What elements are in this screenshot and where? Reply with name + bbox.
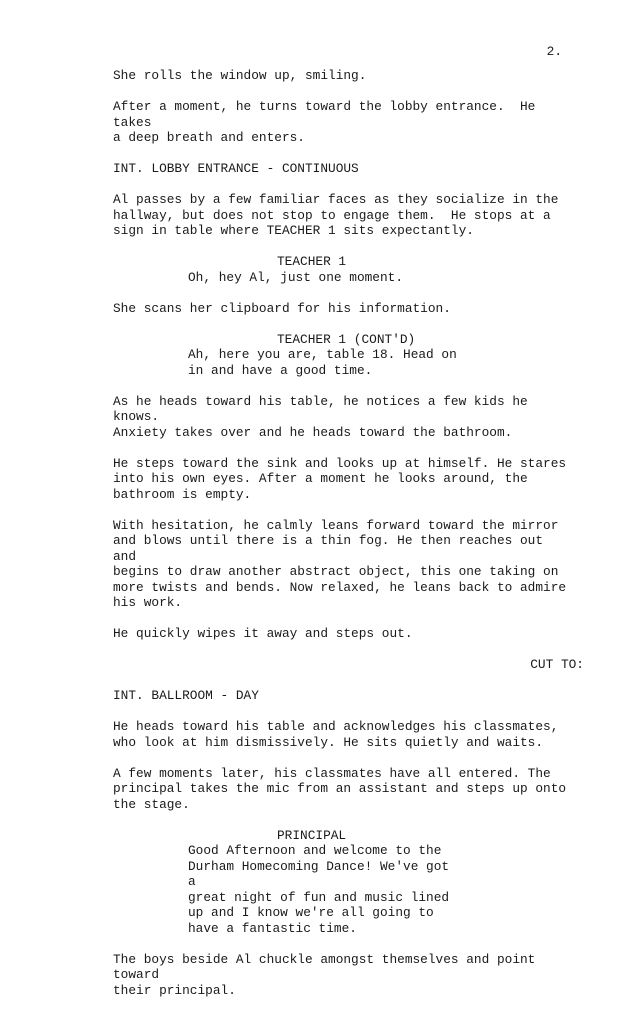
page-number: 2. <box>546 44 562 59</box>
action-line: She scans her clipboard for his information. <box>113 300 451 316</box>
action-line: He steps toward the sink and looks up at himself. He stares into his own eyes. After a moment he looks around, the bathroom is empty. <box>113 455 567 502</box>
action-line: The boys beside Al chuckle amongst themselves and point toward their principal. <box>113 951 536 998</box>
dialogue: Oh, hey Al, just one moment. <box>188 269 404 285</box>
action-line: A few moments later, his classmates have all entered. The principal takes the mic from an assistant and steps up onto the stage. <box>113 765 567 812</box>
screenplay-body <box>113 68 584 1014</box>
dialogue: Good Afternoon and welcome to the Durham Homecoming Dance! We've got a great night of fun and music lined up and I know we're all going to have a fantastic time. <box>188 843 450 936</box>
action-line: She rolls the window up, smiling. <box>113 68 367 83</box>
scene-heading: INT. BALLROOM - DAY <box>113 688 259 703</box>
dialogue: Ah, here you are, table 18. Head on in and have a good time. <box>188 347 457 378</box>
scene-heading: INT. LOBBY ENTRANCE - CONTINUOUS <box>113 161 359 176</box>
character-name: TEACHER 1 (CONT'D) <box>277 331 416 347</box>
action-line: As he heads toward his table, he notices a few kids he knows. Anxiety takes over and he heads toward the bathroom. <box>113 393 528 440</box>
action-line: With hesitation, he calmly leans forward toward the mirror and blows until there is a thin fog. He then reaches out and begins to draw another abstract object, this one taking on more twists and bends. Now relaxed, he leans back to admire his work. <box>113 517 567 610</box>
transition: CUT TO: <box>530 657 584 672</box>
action-line: He heads toward his table and acknowledges his classmates, who look at him dismissively. He sits quietly and waits. <box>113 719 559 750</box>
action-line: Al passes by a few familiar faces as they socialize in the hallway, but does not stop to engage them. He stops at a sign in table where TEACHER 1 sits expectantly. <box>113 192 559 238</box>
action-line: After a moment, he turns toward the lobby entrance. He takes a deep breath and enters. <box>113 99 536 145</box>
character-name: TEACHER 1 <box>277 254 347 269</box>
character-name: PRINCIPAL <box>277 827 347 843</box>
action-line: He quickly wipes it away and steps out. <box>113 626 413 641</box>
